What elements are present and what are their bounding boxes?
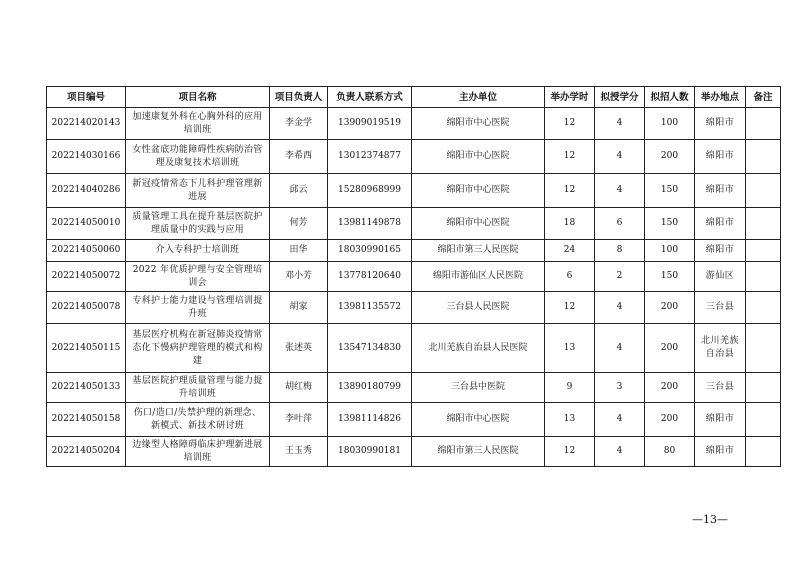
cell-credits: 2 xyxy=(595,262,645,292)
cell-credits: 4 xyxy=(595,292,645,324)
cell-leader-phone: 13012374877 xyxy=(328,140,412,174)
cell-hours: 12 xyxy=(545,292,595,324)
cell-hours: 24 xyxy=(545,240,595,262)
cell-project-leader: 何芳 xyxy=(270,208,328,240)
header-location: 举办地点 xyxy=(695,87,746,108)
table-row xyxy=(47,324,781,373)
cell-quota: 80 xyxy=(645,437,695,467)
cell-host-unit: 三台县人民医院 xyxy=(412,292,545,324)
cell-project-leader: 张述英 xyxy=(270,324,328,373)
header-hours: 举办学时 xyxy=(545,87,595,108)
cell-leader-phone: 13981135572 xyxy=(328,292,412,324)
cell-leader-phone: 18030990165 xyxy=(328,240,412,262)
cell-project-leader: 李叶萍 xyxy=(270,403,328,437)
cell-note xyxy=(746,437,781,467)
cell-leader-phone: 13909019519 xyxy=(328,108,412,140)
table-row xyxy=(47,292,781,324)
cell-note xyxy=(746,292,781,324)
cell-quota: 150 xyxy=(645,208,695,240)
cell-project-code: 202214050133 xyxy=(47,373,126,403)
header-note: 备注 xyxy=(746,87,781,108)
cell-project-name: 女性盆底功能障碍性疾病防治管理及康复技术培训班 xyxy=(126,140,270,174)
cell-project-name: 加速康复外科在心胸外科的应用培训班 xyxy=(126,108,270,140)
cell-note xyxy=(746,140,781,174)
cell-quota: 100 xyxy=(645,108,695,140)
cell-location: 绵阳市 xyxy=(695,437,746,467)
cell-project-code: 202214030166 xyxy=(47,140,126,174)
cell-project-code: 202214050204 xyxy=(47,437,126,467)
header-project-code: 项目编号 xyxy=(47,87,126,108)
cell-project-code: 202214050010 xyxy=(47,208,126,240)
table-row xyxy=(47,174,781,208)
cell-hours: 12 xyxy=(545,437,595,467)
cell-host-unit: 绵阳市中心医院 xyxy=(412,208,545,240)
cell-quota: 200 xyxy=(645,324,695,373)
cell-host-unit: 绵阳市中心医院 xyxy=(412,403,545,437)
table-row xyxy=(47,140,781,174)
cell-project-code: 202214050158 xyxy=(47,403,126,437)
table-row xyxy=(47,208,781,240)
cell-note xyxy=(746,108,781,140)
cell-project-code: 202214050072 xyxy=(47,262,126,292)
cell-location: 三台县 xyxy=(695,373,746,403)
cell-project-leader: 胡家 xyxy=(270,292,328,324)
cell-location: 绵阳市 xyxy=(695,140,746,174)
table-row xyxy=(47,437,781,467)
cell-project-name: 基层医院护理质量管理与能力提升培训班 xyxy=(126,373,270,403)
cell-note xyxy=(746,208,781,240)
cell-quota: 150 xyxy=(645,174,695,208)
cell-credits: 6 xyxy=(595,208,645,240)
cell-project-name: 新冠疫情常态下儿科护理管理新进展 xyxy=(126,174,270,208)
cell-project-name: 专科护士能力建设与管理培训提升班 xyxy=(126,292,270,324)
table-row xyxy=(47,373,781,403)
header-host-unit: 主办单位 xyxy=(412,87,545,108)
cell-hours: 12 xyxy=(545,174,595,208)
page-number: —13— xyxy=(692,513,728,526)
cell-host-unit: 绵阳市游仙区人民医院 xyxy=(412,262,545,292)
cell-location: 绵阳市 xyxy=(695,108,746,140)
cell-project-code: 202214050060 xyxy=(47,240,126,262)
cell-note xyxy=(746,262,781,292)
training-project-table xyxy=(46,86,781,467)
table-row xyxy=(47,403,781,437)
cell-hours: 12 xyxy=(545,108,595,140)
table-row xyxy=(47,108,781,140)
cell-location: 绵阳市 xyxy=(695,174,746,208)
cell-location: 北川羌族自治县 xyxy=(695,324,746,373)
cell-project-name: 边缘型人格障碍临床护理新进展培训班 xyxy=(126,437,270,467)
cell-project-name: 2022 年优质护理与安全管理培训会 xyxy=(126,262,270,292)
cell-project-leader: 田华 xyxy=(270,240,328,262)
cell-leader-phone: 13981114826 xyxy=(328,403,412,437)
cell-note xyxy=(746,240,781,262)
cell-credits: 4 xyxy=(595,174,645,208)
cell-location: 绵阳市 xyxy=(695,240,746,262)
cell-location: 三台县 xyxy=(695,292,746,324)
cell-location: 绵阳市 xyxy=(695,208,746,240)
cell-quota: 200 xyxy=(645,292,695,324)
cell-host-unit: 绵阳市第三人民医院 xyxy=(412,240,545,262)
header-project-name: 项目名称 xyxy=(126,87,270,108)
cell-quota: 100 xyxy=(645,240,695,262)
cell-leader-phone: 13778120640 xyxy=(328,262,412,292)
cell-credits: 4 xyxy=(595,140,645,174)
cell-note xyxy=(746,403,781,437)
cell-project-name: 质量管理工具在提升基层医院护理质量中的实践与应用 xyxy=(126,208,270,240)
cell-host-unit: 三台县中医院 xyxy=(412,373,545,403)
cell-project-name: 介入专科护士培训班 xyxy=(126,240,270,262)
cell-leader-phone: 13890180799 xyxy=(328,373,412,403)
cell-project-leader: 邓小芳 xyxy=(270,262,328,292)
table-row xyxy=(47,240,781,262)
table-row xyxy=(47,262,781,292)
cell-leader-phone: 13547134830 xyxy=(328,324,412,373)
cell-hours: 13 xyxy=(545,324,595,373)
cell-host-unit: 绵阳市第三人民医院 xyxy=(412,437,545,467)
cell-credits: 4 xyxy=(595,403,645,437)
document-sheet xyxy=(46,86,781,467)
header-project-leader: 项目负责人 xyxy=(270,87,328,108)
cell-quota: 200 xyxy=(645,140,695,174)
cell-credits: 4 xyxy=(595,108,645,140)
cell-credits: 4 xyxy=(595,324,645,373)
cell-leader-phone: 13981149878 xyxy=(328,208,412,240)
header-credits: 拟授学分 xyxy=(595,87,645,108)
cell-hours: 18 xyxy=(545,208,595,240)
cell-note xyxy=(746,373,781,403)
header-quota: 拟招人数 xyxy=(645,87,695,108)
cell-project-leader: 王玉秀 xyxy=(270,437,328,467)
cell-quota: 200 xyxy=(645,373,695,403)
cell-location: 绵阳市 xyxy=(695,403,746,437)
cell-leader-phone: 15280968999 xyxy=(328,174,412,208)
table-header-row xyxy=(47,87,781,108)
cell-note xyxy=(746,324,781,373)
cell-host-unit: 北川羌族自治县人民医院 xyxy=(412,324,545,373)
cell-project-name: 基层医疗机构在新冠肺炎疫情常态化下慢病护理管理的模式和构建 xyxy=(126,324,270,373)
cell-project-code: 202214050078 xyxy=(47,292,126,324)
cell-credits: 4 xyxy=(595,437,645,467)
cell-leader-phone: 18030990181 xyxy=(328,437,412,467)
cell-host-unit: 绵阳市中心医院 xyxy=(412,108,545,140)
cell-credits: 3 xyxy=(595,373,645,403)
cell-project-code: 202214050115 xyxy=(47,324,126,373)
cell-project-leader: 李金学 xyxy=(270,108,328,140)
cell-hours: 6 xyxy=(545,262,595,292)
cell-note xyxy=(746,174,781,208)
cell-project-code: 202214020143 xyxy=(47,108,126,140)
cell-hours: 13 xyxy=(545,403,595,437)
cell-location: 游仙区 xyxy=(695,262,746,292)
cell-project-leader: 李希西 xyxy=(270,140,328,174)
cell-project-leader: 邱云 xyxy=(270,174,328,208)
cell-project-name: 伤口/造口/失禁护理的新理念、新模式、新技术研讨班 xyxy=(126,403,270,437)
cell-credits: 8 xyxy=(595,240,645,262)
cell-hours: 12 xyxy=(545,140,595,174)
header-leader-contact: 负责人联系方式 xyxy=(328,87,412,108)
cell-host-unit: 绵阳市中心医院 xyxy=(412,140,545,174)
cell-host-unit: 绵阳市中心医院 xyxy=(412,174,545,208)
cell-project-leader: 胡红梅 xyxy=(270,373,328,403)
cell-hours: 9 xyxy=(545,373,595,403)
cell-quota: 200 xyxy=(645,403,695,437)
cell-project-code: 202214040286 xyxy=(47,174,126,208)
cell-quota: 150 xyxy=(645,262,695,292)
